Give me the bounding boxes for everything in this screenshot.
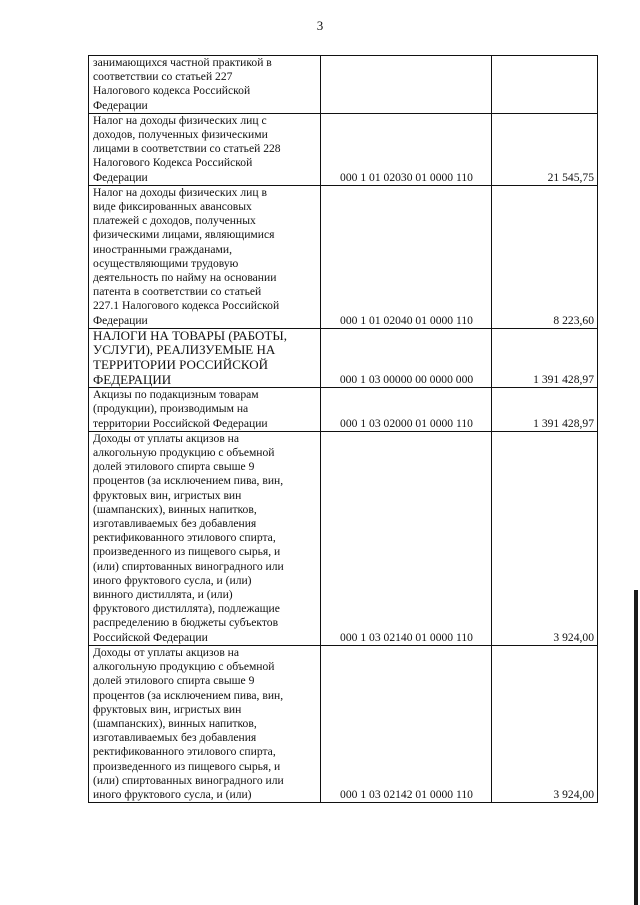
income-name-cell: Налог на доходы физических лиц в виде фиксированных авансовых платежей с доходов, полученных физическими лицами, являющимися иностранными гражданами, осуществляющими трудовую деятельность по найму на основании патента в соответствии со статьей 227.1 Налогового кодекса Российской Федерации bbox=[89, 185, 321, 328]
table-row bbox=[89, 113, 598, 185]
amount-cell bbox=[492, 56, 598, 114]
amount-cell: 8 223,60 bbox=[492, 185, 598, 328]
amount-cell: 21 545,75 bbox=[492, 113, 598, 185]
income-name-cell: Налог на доходы физических лиц с доходов, полученных физическими лицами в соответствии со статьей 228 Налогового Кодекса Российской Федерации bbox=[89, 113, 321, 185]
amount-cell: 3 924,00 bbox=[492, 431, 598, 645]
budget-code-cell: 000 1 03 02142 01 0000 110 bbox=[321, 645, 492, 802]
budget-code-cell: 000 1 03 00000 00 0000 000 bbox=[321, 328, 492, 387]
budget-revenue-table bbox=[88, 55, 598, 803]
table-row bbox=[89, 431, 598, 645]
budget-code-cell: 000 1 03 02140 01 0000 110 bbox=[321, 431, 492, 645]
budget-code-cell: 000 1 03 02000 01 0000 110 bbox=[321, 388, 492, 432]
scan-edge-shadow bbox=[634, 590, 638, 905]
budget-code-cell bbox=[321, 56, 492, 114]
income-name-cell: НАЛОГИ НА ТОВАРЫ (РАБОТЫ, УСЛУГИ), РЕАЛИЗУЕМЫЕ НА ТЕРРИТОРИИ РОССИЙСКОЙ ФЕДЕРАЦИИ bbox=[89, 328, 321, 387]
table-row bbox=[89, 56, 598, 114]
table-row bbox=[89, 185, 598, 328]
amount-cell: 3 924,00 bbox=[492, 645, 598, 802]
table-row bbox=[89, 388, 598, 432]
income-name-cell: Доходы от уплаты акцизов на алкогольную продукцию с объемной долей этилового спирта свыше 9 процентов (за исключением пива, вин, фруктовых вин, игристых вин (шампанских), винных напитков, изготавливаемых без добавления ректификованного этилового спирта, произведенного из пищевого сырья, и (или) спиртованных виноградного или иного фруктового сусла, и (или) винного дистиллята, и (или) фруктового дистиллята), подлежащие распределению в бюджеты субъектов Российской Федерации bbox=[89, 431, 321, 645]
page-number: 3 bbox=[316, 18, 324, 33]
income-name-cell: занимающихся частной практикой в соответствии со статьей 227 Налогового кодекса Российской Федерации bbox=[89, 56, 321, 114]
amount-cell: 1 391 428,97 bbox=[492, 388, 598, 432]
amount-cell: 1 391 428,97 bbox=[492, 328, 598, 387]
table-row bbox=[89, 645, 598, 802]
income-name-cell: Акцизы по подакцизным товарам (продукции), производимым на территории Российской Федерации bbox=[89, 388, 321, 432]
table-row bbox=[89, 328, 598, 387]
budget-code-cell: 000 1 01 02030 01 0000 110 bbox=[321, 113, 492, 185]
budget-code-cell: 000 1 01 02040 01 0000 110 bbox=[321, 185, 492, 328]
income-name-cell: Доходы от уплаты акцизов на алкогольную продукцию с объемной долей этилового спирта свыше 9 процентов (за исключением пива, вин, фруктовых вин, игристых вин (шампанских), винных напитков, изготавливаемых без добавления ректификованного этилового спирта, произведенного из пищевого сырья, и (или) спиртованных виноградного или иного фруктового сусла, и (или) bbox=[89, 645, 321, 802]
